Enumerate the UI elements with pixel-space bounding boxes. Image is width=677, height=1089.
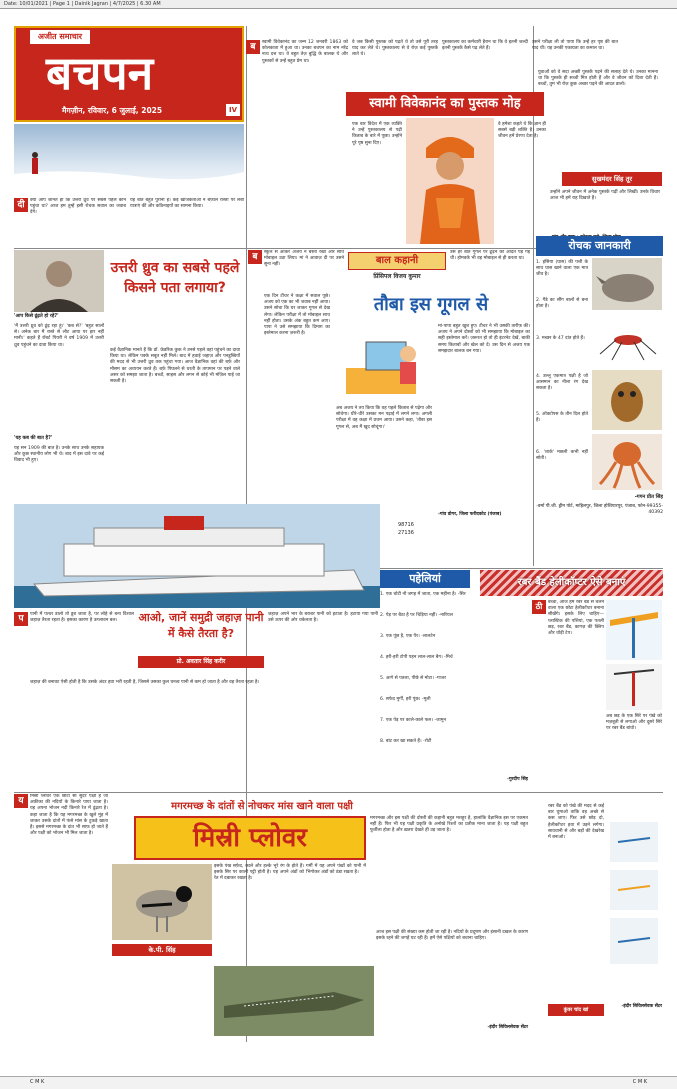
riddle-item: 7. एक पेड़ पर काले-काले फल। -जामुन [380,718,447,723]
facts-item: 1. हंसिया (घास) की पत्ती के साथ घास खाने वाला एक मात्र जीव है। [536,260,588,278]
riddle-item: 3. एक पूंछ है, एक पैर। -लालटेन [380,634,436,639]
story-column-3b: मां-पापा बहुत खुश हुए। टीचर ने भी उसकी तारीफ़ की। अजय ने अपने दोस्तों को भी समझाया कि मोबाइल का सही इस्तेमाल करें। ज़रूरत हो तो ही इंटरनेट देखें, बाकी समय किताबों और खेल को दें। उस दिन से अजय एक समझदार बालक बन गया। [438,324,530,354]
polar-intro: क्या आप जानते हो कि उत्तरी ध्रुव पर सबसे पहले कौन पहुंचा था? आज हम तुम्हें इसी रोचक सवाल का जवाब देंगे। [30,198,126,216]
facts-block [536,236,663,566]
plover-title: मिस्री प्लोवर [193,823,307,853]
craft-title: रबर बैंड हेलीकॉप्टर ऐसे बनाएं [517,577,626,588]
plover-title-box [134,816,366,860]
vivekananda-headline-text: स्वामी विवेकानंद का पुस्तक मोह [369,96,521,111]
vivekananda-column-2: वे जब किसी पुस्तक को पढ़ते थे तो उसे पूरी तरह याद कर लेते थे। पुस्तकालय से वे रोज़ कई पुस्तकें लाते थे। [352,40,438,58]
vivekananda-block [246,26,663,246]
story-num-2: 27136 [398,530,414,536]
story-badge: ब [248,250,262,264]
facts-list [536,260,588,490]
riddles-title: पहेलियां [409,572,441,585]
riddle-item: 6. सफेद मुर्गी, हरी पूंछ। -मूली [380,697,431,702]
ship-author [138,656,264,668]
print-strip [0,0,677,9]
story-illustration [336,324,436,402]
facts-title: रोचक जानकारी [568,239,631,252]
story-column-1b: एक दिन टीचर ने कक्षा में सवाल पूछे। अजय को एक का भी जवाब नहीं आया। उसने सोचा कि घर जाकर गूगल से देख लेगा। लेकिन परीक्षा में तो मोबाइल साथ नहीं होता। उसके अंक बहुत कम आए। पापा ने उसे समझाया कि दिमाग़ का इस्तेमाल करना ज़रूरी है। [264,294,330,337]
facts-author: -गगन प्रीत सिंह [634,494,663,500]
print-strip-text: Date: 10/01/2021 | Page 1 | Dainik Jagran | 4/7/2025 | 6.30 AM [4,1,161,7]
craft-author-text: कुंवर चांद खां [563,1007,589,1013]
ship-badge: प [14,612,28,626]
vivekananda-badge: ब [246,40,260,54]
rhino-image [592,258,662,310]
masthead [14,26,244,122]
plover-column-2: इसके पंख सफ़ेद, काले और हल्के भूरे रंग के होते हैं। इसके सिर पर काली पट्टी होती है। यह अपने अंडों को रेत में दबाकर रखता है। [214,864,304,882]
riddle-item: 5. आगे से पतला, पीछे से मोटा। -गाजर [380,676,447,681]
vivekananda-column-3: पुस्तकालय का कर्मचारी हैरान था कि वे इतनी जल्दी इतनी पुस्तकें कैसे पढ़ लेते हैं। [442,40,528,52]
craft-header [420,570,663,596]
plover-author-text: के.पी. सिंह [148,946,176,954]
polar-photo [14,124,244,196]
ship-author-text: प्रो. अवतार सिंह करीर [176,658,226,665]
ship-title: आओ, जानें समुद्री जहाज़ पानी में कैसे तैरता है? [138,611,264,640]
craft-content [532,600,663,1040]
vivekananda-right-text: वे हमेशा कहते थे कि ज्ञान ही सबसे बड़ी शक्ति है। उनका जीवन हमें प्रेरणा देता है। [498,122,546,140]
ship-column-bottom: जहाज़ की बनावट ऐसी होती है कि उसके अंदर हवा भरी रहती है, जिससे उसका कुल घनत्व पानी से कम हो जाता है और वह तैरता रहता है। [30,680,260,685]
plover-column-1: मिस्री प्लोवर एक छोटा सा सुंदर पक्षी है जो अफ्रीका की नदियों के किनारे पाया जाता है। यह अपना भोजन नदी किनारे रेत में ढूंढ़ता है। कहा जाता है कि यह मगरमच्छ के खुले मुंह में जाकर उसके दांतों में फंसे मांस के टुकड़े खाता है। इससे मगरमच्छ के दांत भी साफ़ हो जाते हैं और पक्षी को भोजन भी मिल जाता है। [30,794,108,837]
riddle-item: 1. एक चोटी नौ जगह में जाता, एक महीना है। -सिर [380,592,466,597]
story-column-1: स्कूल से आकर अजय ने बस्ता रखा और सीधे मोबाइल उठा लिया। मां ने आवाज़ दी पर उसने सुना नहीं। [264,250,344,268]
story-num-1: 98716 [398,522,414,528]
crocodile-image [214,966,374,1036]
facts-address: -वर्मा पी.जी. ड्रीम पोर्ट, माहिलपुर, जिला होशियारपुर, पंजाब, फोन-99355-40392 [536,504,663,515]
facts-item: 5. ऑक्टोपस के तीन दिल होते हैं। [536,412,588,424]
polar-badge: दी [14,198,28,212]
vivekananda-left-text: एक बार विदेश में एक व्यक्ति ने उन्हें पुस्तकालय से पढ़ी किताब के बारे में पूछा। उन्होंने पूरे पृष्ठ सुना दिए। [352,122,402,146]
ship-column-3: जहाज़ अपने भार के बराबर पानी को हटाता है। हटाया गया पानी उसे ऊपर की ओर धकेलता है। [268,612,378,624]
facts-item: 6. 'शार्क' मछली कभी नहीं सोती। [536,450,588,462]
facts-item: 3. मच्छर के 47 दांत होते हैं। [536,336,585,341]
riddles-credit: -गुरदीप सिंह [507,777,528,782]
helicopter-model-image [606,664,662,710]
vivekananda-author [562,172,662,186]
story-label [348,252,446,270]
riddle-item: 8. बांट कर खा सकते हैं। -रोटी [380,739,432,744]
facts-item: 4. उल्लू एकमात्र पक्षी है जो आसमान का नीला रंग देख सकता है। [536,374,588,392]
riddle-item: 2. पेड़ पर बैठा है पर चिड़िया नहीं। -नारियल [380,613,453,618]
vivekananda-portrait [406,118,494,244]
story-title: तौबा इस गूगल से [373,294,489,315]
riddle-item: 4. हरी-हरी टोपी पहन लाल-लाल बैग। -मिर्च [380,655,453,660]
plover-bird-image [112,864,212,940]
polar-body-2: यह सन 1909 की बात है। उनके साथ उनके सहायक और कुछ स्थानीय लोग भी थे। बाद में इस दावे पर कई विवाद भी हुए। [14,446,104,464]
vivekananda-headline [346,92,544,116]
polar-caption-q2: 'यह कब की बात है?' [14,436,53,441]
vivekananda-author-text: सुखमंदर सिंह तूर [591,175,633,183]
vivekananda-column-1: स्वामी विवेकानंद का जन्म 12 जनवरी 1863 को कोलकाता में हुआ था। उनका बचपन का नाम नरेंद्र नाथ दत्त था। वे बहुत तेज़ बुद्धि के बालक थे और पुस्तकों से उन्हें बहुत प्रेम था। [262,40,348,64]
cruise-ship-photo [14,504,380,608]
octopus-image [592,434,662,490]
explorer-portrait [14,250,104,312]
vivekananda-column-4: उसने परीक्षा ली तो पाया कि उन्हें हर पृष्ठ की बात याद थी। यह उनकी एकाग्रता का कमाल था। [532,40,618,52]
story-author: प्रिंसिपल विजय कुमार [373,273,421,280]
craft-column-1: बच्चों, आज हम रबर बैंड से चलने वाला एक छोटा हेलीकॉप्टर बनाना सीखेंगे। इसके लिए चाहिए—प्लास्टिक की पत्तियां, एक पतली छड़, रबर बैंड, कागज़ की क्लिप और थोड़ी टेप। [548,600,604,637]
story-sign: -गांव डोगर, जिला फरीदकोट (पंजाब) [438,512,502,517]
polar-explorer-figure [14,124,244,196]
plover-kicker: मगरमच्छ के दांतों से नोचकर मांस खाने वाला पक्षी [171,801,353,812]
craft-badge: ठी [532,600,546,614]
plover-author [112,944,212,956]
story-label-text: बाल कहानी [375,255,419,266]
story-column-2: अब अजय ने तय किया कि वह पहले किताब से पढ़ेगा और सोचेगा। धीरे-धीरे उसका मन पढ़ाई में लगने लगा। अगली परीक्षा में वह कक्षा में प्रथम आया। उसने कहा, 'तौबा इस गूगल से, अब मैं खुद सोचूंगा।' [336,406,432,430]
craft-column-2: अब छड़ के एक सिरे पर पंखे को मज़बूती से लगाओ और दूसरे सिरे पर रबर बैंड बांधो। [606,714,662,732]
footer-right: C M K [632,1079,647,1085]
vivekananda-far-right-text: युवाओं को वे सदा अच्छी पुस्तकें पढ़ने की सलाह देते थे। उनका मानना था कि पुस्तकें ही सच्ची मित्र होती हैं और वे जीवन को दिशा देती हैं। बच्चों, तुम भी रोज़ कुछ अच्छा पढ़ने की आदत डालो। [538,70,658,88]
masthead-brand: अजीत समाचार [30,30,90,44]
masthead-dateline: मैगज़ीन, रविवार, 6 जुलाई, 2025 [62,106,163,115]
mosquito-image [592,314,662,366]
polar-title: उत्तरी ध्रुव का सबसे पहले किसने पता लगाया? [110,260,240,296]
masthead-issue: IV [226,104,240,116]
story-column-3: उसे हर बात गूगल पर ढूंढ़ने की आदत पड़ गई थी। होमवर्क भी वह मोबाइल से ही करता था। [450,250,530,262]
footer-left: C M K [30,1079,45,1085]
masthead-title: बचपन [46,46,154,100]
facts-title-bar [536,236,663,256]
craft-credit: -इंदौर सिविलसेवक सेंटर [621,1004,662,1009]
owl-image [592,370,662,430]
plover-column-4: मगरमच्छ और इस पक्षी की दोस्ती की कहानी बहुत मशहूर है, हालांकि वैज्ञानिक इस पर एकमत नहीं हैं। फिर भी यह पक्षी प्रकृति के अनोखे रिश्तों का प्रतीक माना जाता है। यह पक्षी बहुत फुर्तीला होता है और ख़तरा देखते ही उड़ जाता है। [370,816,528,834]
craft-author [548,1004,604,1016]
plover-credit: -इंदौर सिविलसेवक सेंटर [487,1025,528,1030]
plover-column-3: गर्मी में यह अपने पंखों को पानी में भिगोकर अंडों को ठंडा रखता है। [306,864,366,876]
ship-block [14,504,380,790]
riddles-block [380,570,530,790]
riddles-list [380,592,528,772]
helicopter-rotor-image [606,600,662,660]
plover-block [14,794,530,1044]
plover-column-5: आज इस पक्षी की संख्या कम होती जा रही है। नदियों के प्रदूषण और इंसानी दखल के कारण इसके रहने की जगहें घट रही हैं। हमें ऐसे पक्षियों को बचाना चाहिए। [376,930,528,942]
polar-caption-q1: 'आप किसे ढूंढ़ते हो रहे?' [14,314,59,319]
polar-body-3: कई वैज्ञानिक मानते हैं कि डॉ. फ्रेडरिक कुक ने उनसे पहले वहां पहुंचने का दावा किया था। लेकिन पक्के सबूत नहीं मिले। बाद में हवाई जहाज़ और पनडुब्बियों की मदद से भी उत्तरी ध्रुव तक पहुंचा गया। आज वैज्ञानिक वहां की बर्फ़ और मौसम का अध्ययन करते हैं। बर्फ़ पिघलने से धरती के तापमान पर पड़ने वाले असर को समझा जाता है। बच्चों, साहस और लगन से कोई भी मंज़िल पाई जा सकती है। [110,348,240,385]
plover-badge: य [14,794,28,808]
polar-body-1: 'मैं उत्तरी ध्रुव को ढूंढ़ रहा हूं।' 'कब से?' 'बहुत सालों से। अनेक बार मैं रास्ते से लौट आया पर हार नहीं मानी।' कहते हैं रॉबर्ट पियरी ने वर्ष 1909 में उत्तरी ध्रुव पहुंचने का दावा किया था। [14,324,104,348]
vivekananda-tail-text: उन्होंने अपने जीवन में अनेक पुस्तकें पढ़ीं और लिखीं। उनके विचार आज भी हमें राह दिखाते हैं। [550,190,660,202]
ship-column-1: पानी में पत्थर डालो तो डूब जाता है, पर लोहे से बना विशाल जहाज़ तैरता रहता है। इसका कारण है उत्प्लावन बल। [30,612,134,624]
craft-column-3: रबर बैंड को पंखे की मदद से कई बार घुमाओ ताकि वह अच्छे से कस जाए। फिर उसे छोड़ दो, हेलीकॉप्टर हवा में उड़ने लगेगा। सावधानी से और बड़ों की देखरेख में बनाओ। [548,804,604,841]
facts-item: 2. गैंडे का सींग बालों से बना होता है। [536,298,588,310]
footer-strip [0,1076,677,1089]
polar-intro-2: यह बात बहुत पुरानी है। कई खोजकर्ताओं ने बर्फ़ीले रास्तों पर लंबी यात्राएं कीं और कठिनाइयों का सामना किया। [130,198,244,210]
craft-steps-image [606,818,662,968]
